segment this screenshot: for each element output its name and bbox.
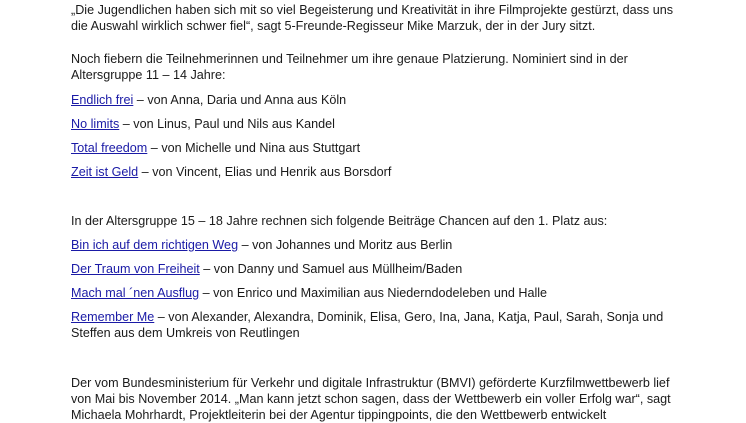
film-credits: – von Johannes und Moritz aus Berlin xyxy=(238,238,453,252)
film-link[interactable]: Der Traum von Freiheit xyxy=(71,262,200,276)
film-link[interactable]: Zeit ist Geld xyxy=(71,165,139,179)
film-credits: – von Danny und Samuel aus Müllheim/Baden xyxy=(199,262,463,276)
closing-paragraph: Der vom Bundesministerium für Verkehr und digitale Infrastruktur (BMVI) geförderte Kurzfilmwettbewerb lief von Mai bis November 2014. „Man kann jetzt schon sagen, dass der Wettbewerb ein voller Erfolg war“, sagt Michaela Mohrhardt, Projektleiterin bei der Agentur tippingpoints, die den Wettbewerb entwickelt xyxy=(71,376,671,422)
list-item xyxy=(71,237,691,261)
list-item xyxy=(71,285,691,309)
film-credits: – von Vincent, Elias und Henrik aus Borsdorf xyxy=(138,165,392,179)
list-item xyxy=(71,116,691,140)
list-item xyxy=(71,140,691,164)
intro-age-group-15-18: In der Altersgruppe 15 – 18 Jahre rechnen sich folgende Beiträge Chancen auf den 1. Platz aus: xyxy=(71,214,608,228)
list-item xyxy=(71,92,691,116)
list-item xyxy=(71,164,691,188)
quote-paragraph: „Die Jugendlichen haben sich mit so viel Begeisterung und Kreativität in ihre Filmprojekte gestürzt, dass uns die Auswahl wirklich schwer fiel“, sagt 5-Freunde-Regisseur Mike Marzuk, der in der Jury sitzt. xyxy=(71,3,674,33)
film-credits: – von Enrico und Maximilian aus Niederndodeleben und Halle xyxy=(199,286,548,300)
film-credits: – von Linus, Paul und Nils aus Kandel xyxy=(119,117,335,131)
list-item xyxy=(71,261,691,285)
film-link[interactable]: Bin ich auf dem richtigen Weg xyxy=(71,238,239,252)
nominee-list-15-18 xyxy=(71,237,691,341)
nominee-list-11-14 xyxy=(71,92,691,188)
film-link[interactable]: Endlich frei xyxy=(71,93,134,107)
film-link[interactable]: No limits xyxy=(71,117,120,131)
film-credits: – von Alexander, Alexandra, Dominik, Elisa, Gero, Ina, Jana, Katja, Paul, Sarah, Sonja und Steffen aus dem Umkreis von Reutlingen xyxy=(71,310,664,340)
film-link[interactable]: Total freedom xyxy=(71,141,148,155)
film-link[interactable]: Mach mal ´nen Ausflug xyxy=(71,286,200,300)
film-credits: – von Michelle und Nina aus Stuttgart xyxy=(147,141,361,155)
film-link[interactable]: Remember Me xyxy=(71,310,155,324)
film-credits: – von Anna, Daria und Anna aus Köln xyxy=(133,93,347,107)
intro-age-group-11-14: Noch fiebern die Teilnehmerinnen und Teilnehmer um ihre genaue Platzierung. Nominiert sind in der Altersgruppe 11 – 14 Jahre: xyxy=(71,52,628,82)
list-item xyxy=(71,309,691,341)
